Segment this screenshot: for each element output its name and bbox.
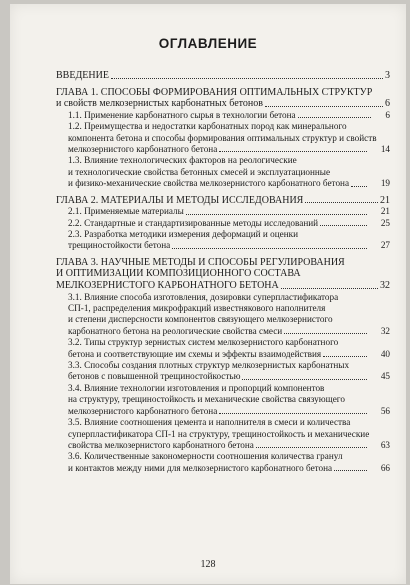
toc-entry-line: 3.3. Способы создания плотных структур мелкозернистых карбонатных [68, 360, 350, 371]
page-title: ОГЛАВЛЕНИЕ [158, 36, 258, 51]
toc-entry-text: и контактов между ними для мелкозернистого карбонатного бетона [68, 462, 333, 473]
toc-page-number: 40 [380, 348, 390, 359]
toc-entry-leader-line [56, 240, 390, 251]
toc-chapter-entry [56, 257, 390, 292]
toc-entry-text: и физико-механические свойства мелкозернистого карбонатного бетона [68, 178, 350, 189]
toc-entry-text: свойства мелкозернистого карбонатного бетона [68, 439, 254, 450]
dot-leader [265, 106, 383, 107]
toc-page-number: 6 [385, 98, 390, 110]
toc-page-number: 19 [380, 178, 390, 189]
page-number: 128 [200, 559, 216, 570]
toc-entry-line: и технологические свойства бетонных смесей и эксплуатационные [68, 166, 331, 177]
toc-section-entry [56, 292, 390, 338]
toc-entry-line: 1.3. Влияние технологических факторов на реологические [68, 155, 297, 166]
table-of-contents [56, 70, 390, 474]
dot-leader [186, 214, 367, 215]
dot-leader [256, 447, 367, 448]
dot-leader [111, 78, 383, 79]
toc-page-number: 21 [380, 206, 390, 217]
toc-entry-leader-line [56, 195, 390, 207]
toc-page-number: 25 [380, 217, 390, 228]
toc-section-entry [56, 337, 390, 360]
toc-page-number: 14 [380, 144, 390, 154]
toc-chapter-entry [56, 70, 390, 82]
toc-entry-leader-line [56, 218, 390, 229]
toc-entry-line: на структуру, трещиностойкость и механические свойства связующего [68, 394, 345, 405]
dot-leader [351, 186, 367, 187]
dot-leader [219, 151, 367, 152]
toc-section-entry [56, 218, 390, 229]
toc-entry-line: 3.4. Влияние технологии изготовления и пропорций компонентов [68, 382, 325, 393]
toc-entry-leader-line [56, 98, 390, 110]
toc-page-number: 32 [380, 280, 390, 292]
toc-entry-leader-line [56, 144, 390, 155]
toc-page-number: 21 [380, 194, 390, 206]
toc-entry-text: бетонов с повышенной трещиностойкостью [68, 371, 241, 382]
toc-entry-text: трещиностойкости бетона [68, 240, 171, 251]
dot-leader [320, 225, 367, 226]
toc-page-number: 3 [385, 70, 390, 81]
toc-entry-line: СП-1, распределения микрофракций известнякового наполнителя [68, 303, 326, 314]
toc-entry-text: и свойств мелкозернистых карбонатных бетонов [56, 98, 263, 110]
toc-entry-text: ГЛАВА 2. МАТЕРИАЛЫ И МЕТОДЫ ИССЛЕДОВАНИЯ [56, 194, 304, 206]
toc-entry-leader-line [56, 70, 390, 82]
toc-entry-text: 1.1. Применение карбонатного сырья в технологии бетона [68, 109, 296, 120]
toc-entry-leader-line [56, 406, 390, 417]
toc-section-entry [56, 451, 390, 474]
toc-page-number: 27 [380, 240, 390, 251]
dot-leader [334, 470, 367, 471]
toc-section-entry [56, 206, 390, 217]
dot-leader [242, 379, 366, 380]
dot-leader [172, 248, 367, 249]
toc-entry-line: и степени дисперсности компонентов связующего мелкозернистого [68, 314, 333, 325]
toc-entry-text: мелкозернистого карбонатного бетона [68, 405, 218, 416]
toc-entry-line: суперпластификатора СП-1 на структуру, трещиностойкость и механические [68, 428, 370, 439]
toc-entry-text: 2.1. Применяемые материалы [68, 206, 184, 217]
toc-page-number: 66 [380, 462, 390, 473]
toc-entry-text: бетона и соответствующие им схемы и эффекты взаимодействия [68, 348, 322, 359]
toc-entry-text: мелкозернистого карбонатного бетона [68, 144, 218, 154]
toc-section-entry [56, 155, 390, 189]
dot-leader [219, 413, 367, 414]
toc-entry-line: И ОПТИМИЗАЦИИ КОМПОЗИЦИОННОГО СОСТАВА [56, 268, 301, 280]
toc-section-entry [56, 360, 390, 383]
toc-entry-leader-line [56, 326, 390, 337]
toc-entry-line: 3.5. Влияние соотношения цемента и наполнителя в смеси и количества [68, 417, 351, 428]
toc-entry-text: МЕЛКОЗЕРНИСТОГО КАРБОНАТНОГО БЕТОНА [56, 280, 279, 292]
dot-leader [281, 288, 378, 289]
toc-entry-text: карбонатного бетона на реологические свойства смеси [68, 325, 283, 336]
toc-entry-line: 3.1. Влияние способа изготовления, дозировки суперпластификатора [68, 291, 339, 302]
toc-page-number: 6 [385, 109, 390, 120]
toc-section-entry [56, 121, 390, 155]
toc-section-entry [56, 417, 390, 451]
toc-section-entry [56, 383, 390, 417]
toc-entry-leader-line [56, 110, 390, 121]
dot-leader [305, 202, 378, 203]
toc-entry-leader-line [56, 440, 390, 451]
toc-entry-leader-line [56, 280, 390, 292]
toc-entry-text: 2.2. Стандартные и стандартизированные методы исследований [68, 217, 319, 228]
dot-leader [323, 356, 367, 357]
toc-page-number: 63 [380, 439, 390, 450]
toc-entry-leader-line [56, 178, 390, 189]
toc-entry-line: 1.2. Преимущества и недостатки карбонатных пород как минерального [68, 121, 347, 132]
toc-entry-leader-line [56, 371, 390, 382]
toc-entry-line: ГЛАВА 3. НАУЧНЫЕ МЕТОДЫ И СПОСОБЫ РЕГУЛИРОВАНИЯ [56, 256, 345, 268]
toc-entry-leader-line [56, 463, 390, 474]
toc-section-entry [56, 110, 390, 121]
dot-leader [284, 333, 367, 334]
toc-chapter-entry [56, 195, 390, 207]
toc-entry-leader-line [56, 349, 390, 360]
toc-entry-leader-line [56, 206, 390, 217]
toc-entry-text: ВВЕДЕНИЕ [56, 70, 109, 81]
toc-entry-line: ГЛАВА 1. СПОСОБЫ ФОРМИРОВАНИЯ ОПТИМАЛЬНЫХ СТРУКТУР [56, 86, 373, 98]
toc-entry-line: 3.2. Типы структур зернистых систем мелкозернистого карбонатного [68, 337, 339, 348]
toc-page-number: 32 [380, 325, 390, 336]
toc-page-number: 56 [380, 405, 390, 416]
toc-section-entry [56, 229, 390, 252]
toc-entry-line: 2.3. Разработка методики измерения деформаций и оценки [68, 229, 298, 240]
book-page [10, 4, 406, 584]
dot-leader [298, 117, 372, 118]
toc-chapter-entry [56, 87, 390, 110]
toc-entry-line: компонента бетона и способы формирования оптимальных структур и свойств [68, 132, 377, 143]
toc-page-number: 45 [380, 371, 390, 382]
toc-entry-line: 3.6. Количественные закономерности соотношения количества гранул [68, 451, 343, 462]
